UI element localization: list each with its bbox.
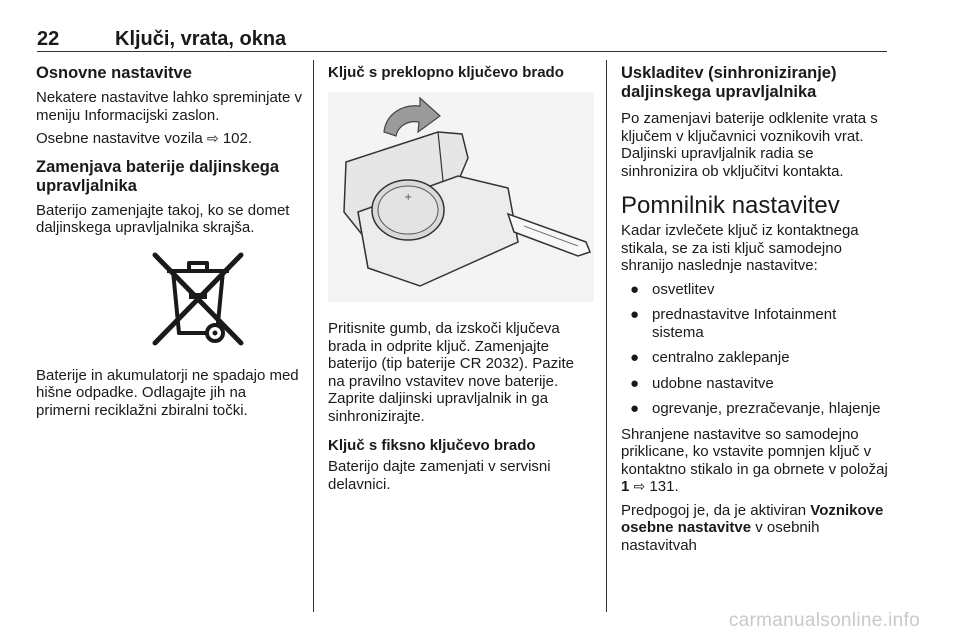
paragraph-settings-info: Nekatere nastavitve lahko spreminjate v meniju Informacijski zaslon. <box>36 89 302 124</box>
heading-flip-key: Ključ s preklopno ključevo brado <box>328 64 564 81</box>
paragraph-battery-disposal: Baterije in akumulatorji ne spadajo med hišne odpadke. Odlagajte jih na primerni reciklažni zbiralni točki. <box>36 366 299 419</box>
list-item: ● udobne nastavitve <box>630 374 774 392</box>
bullet-icon: ● <box>630 349 640 366</box>
paragraph-prerequisite: Predpogoj je, da je aktiviran Voznikove osebne nastavitve v osebnih nastavitvah <box>621 501 884 554</box>
watermark: carmanualsonline.info <box>728 610 920 631</box>
paragraph-synchronization: Po zamenjavi baterije odklenite vrata s ključem v ključavnici voznikovih vrat. Daljinski upravljalnik radia se sinhronizira ob vključitvi kontakta. <box>621 110 878 180</box>
header-divider <box>37 51 887 52</box>
page-number: 22 <box>37 28 60 50</box>
column-divider-1 <box>313 60 314 612</box>
column-divider-2 <box>606 60 607 612</box>
heading-basic-settings: Osnovne nastavitve <box>36 64 192 82</box>
paragraph-personal-settings: Osebne nastavitve vozila ⇨ 102. <box>36 130 253 147</box>
paragraph-memory-intro: Kadar izvlečete ključ iz kontaktnega stikala, se za isti ključ samodejno shranijo naslednje nastavitve: <box>621 222 859 274</box>
page-header <box>37 28 887 52</box>
heading-fixed-key: Ključ s fiksno ključevo brado <box>328 437 536 454</box>
key-battery-illustration <box>328 92 594 302</box>
paragraph-fixed-key: Baterijo dajte zamenjati v servisni delavnici. <box>328 458 551 493</box>
column-left <box>36 64 302 425</box>
page-reference-link[interactable]: 102. <box>222 130 253 147</box>
bullet-icon: ● <box>630 306 640 323</box>
heading-memorized-settings: Pomnilnik nastavitev <box>621 192 840 219</box>
page-reference-link[interactable]: 131. <box>649 478 679 495</box>
list-item: ● prednastavitve Infotainment sistema <box>630 306 837 341</box>
paragraph-flip-key-instructions: Pritisnite gumb, da izskoči ključeva brada in odprite ključ. Zamenjajte baterijo (tip baterije CR 2032). Pazite na pravilno vstavitev nove baterije. Zaprite daljinski upravljalnik in ga sinhronizirajte. <box>328 320 574 425</box>
page-reference-icon: ⇨ <box>633 478 646 494</box>
crossed-bin-icon <box>143 249 253 349</box>
paragraph-replace-battery: Baterijo zamenjajte takoj, ko se domet daljinskega upravljalnika skrajša. <box>36 201 290 236</box>
list-item: ● centralno zaklepanje <box>630 349 790 366</box>
list-item: ● osvetlitev <box>630 280 715 298</box>
heading-synchronization: Uskladitev (sinhroniziranje) daljinskega upravljalnika <box>621 64 837 101</box>
page-title: Ključi, vrata, okna <box>115 28 287 50</box>
paragraph-stored-settings: Shranjene nastavitve so samodejno priklicane, ko vstavite pomnjen ključ v kontaktno stikalo in ga obrnete v položaj 1 ⇨ 131. <box>621 425 888 495</box>
list-item: ● ogrevanje, prezračevanje, hlajenje <box>630 400 881 417</box>
column-middle <box>328 64 594 499</box>
bullet-icon: ● <box>630 280 640 298</box>
page-reference-icon: ⇨ <box>206 130 219 146</box>
bullet-icon: ● <box>630 400 640 417</box>
bullet-icon: ● <box>630 374 640 392</box>
svg-text:+: + <box>404 192 413 203</box>
heading-battery-replacement: Zamenjava baterije daljinskega upravljalnika <box>36 157 280 195</box>
column-right <box>621 64 889 560</box>
settings-list <box>621 281 889 418</box>
